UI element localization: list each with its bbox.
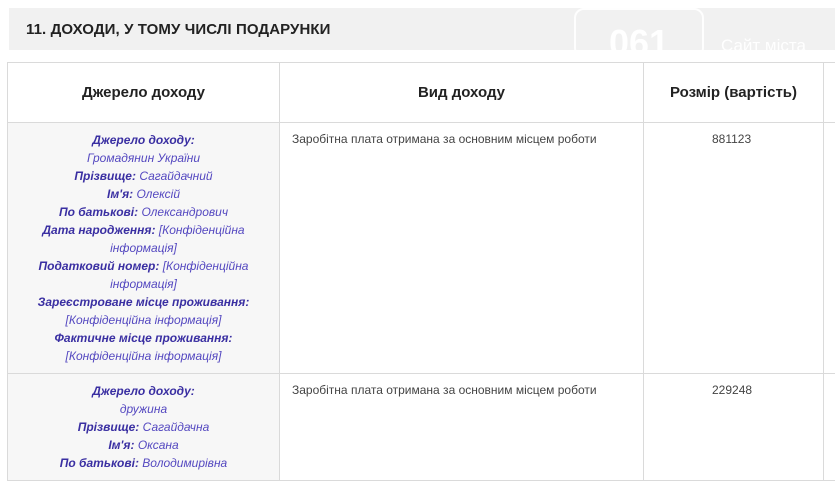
patronymic-label: По батькові:	[58, 205, 139, 219]
header-income-source: Джерело доходу	[8, 63, 280, 123]
actual-address-value: [Конфіденційна інформація]	[65, 349, 222, 363]
surname-value: Сагайдачна	[142, 420, 210, 434]
table-row	[8, 123, 835, 374]
income-amount-cell: 229248	[644, 374, 824, 481]
tax-number-label: Податковий номер:	[38, 259, 160, 273]
registered-address-label: Зареєстроване місце проживання:	[37, 295, 250, 309]
extra-cell	[824, 374, 835, 481]
extra-cell	[824, 123, 835, 374]
income-table	[7, 62, 835, 481]
income-amount-cell: 881123	[644, 123, 824, 374]
section-title: 11. ДОХОДИ, У ТОМУ ЧИСЛІ ПОДАРУНКИ	[26, 21, 331, 38]
name-value: Оксана	[137, 438, 179, 452]
birth-date-label: Дата народження:	[42, 223, 156, 237]
birth-date-value: [Конфіденційна	[158, 223, 245, 237]
patronymic-value: Володимирівна	[142, 456, 228, 470]
birth-date-value-cont: інформація]	[110, 241, 177, 255]
surname-value: Сагайдачний	[139, 169, 213, 183]
income-source-cell	[8, 123, 280, 374]
income-kind-cell: Заробітна плата отримана за основним місцем роботи	[280, 123, 644, 374]
source-label: Джерело доходу:	[92, 133, 195, 147]
surname-label: Прізвище:	[74, 169, 136, 183]
source-label: Джерело доходу:	[92, 384, 195, 398]
patronymic-value: Олександрович	[141, 205, 229, 219]
registered-address-value: [Конфіденційна інформація]	[65, 313, 222, 327]
patronymic-label: По батькові:	[59, 456, 139, 470]
table-row	[8, 374, 835, 481]
income-source-cell	[8, 374, 280, 481]
tax-number-value-cont: інформація]	[110, 277, 177, 291]
name-label: Ім'я:	[107, 187, 134, 201]
table-header-row	[8, 63, 835, 123]
section-header	[9, 8, 835, 58]
actual-address-label: Фактичне місце проживання:	[54, 331, 233, 345]
surname-label: Прізвище:	[77, 420, 140, 434]
tax-number-value: [Конфіденційна	[162, 259, 249, 273]
site-logo-watermark: 061	[574, 8, 704, 58]
name-value: Олексій	[136, 187, 180, 201]
header-extra-column	[824, 63, 835, 123]
source-value: Громадянин України	[87, 151, 200, 165]
header-income-kind: Вид доходу	[280, 63, 644, 123]
site-watermark-text: Сайт міста	[721, 36, 806, 55]
header-income-amount: Розмір (вартість)	[644, 63, 824, 123]
name-label: Ім'я:	[108, 438, 135, 452]
source-value: дружина	[119, 402, 168, 416]
income-kind-cell: Заробітна плата отримана за основним місцем роботи	[280, 374, 644, 481]
